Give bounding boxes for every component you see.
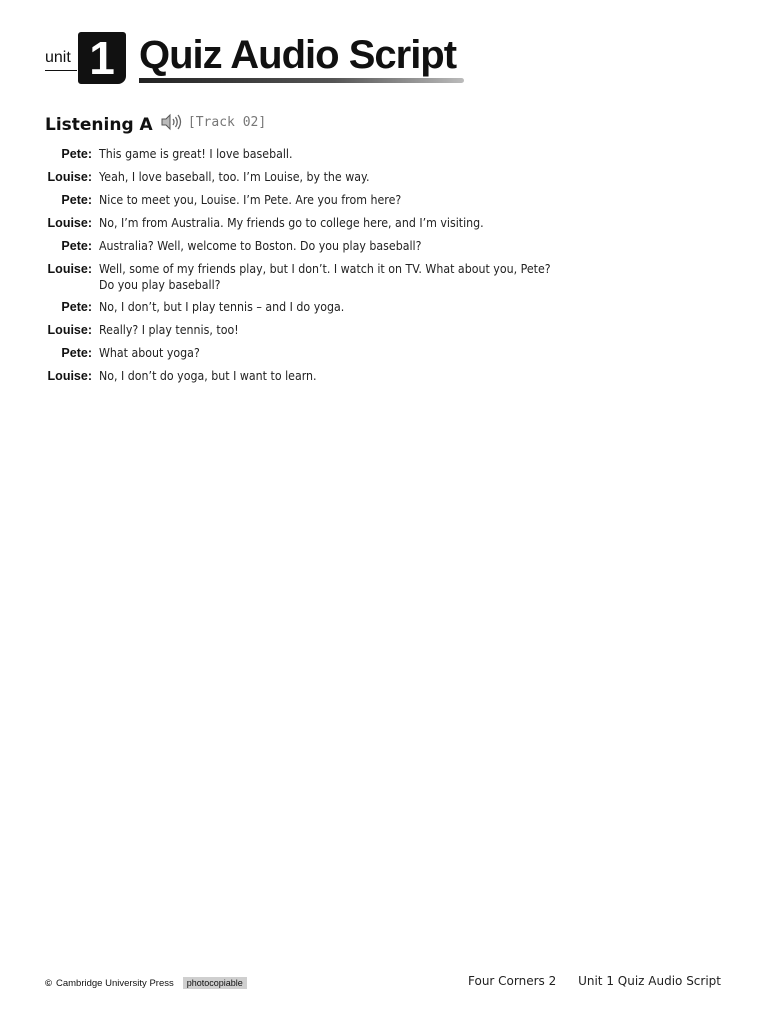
title-underline (139, 78, 464, 83)
dialogue-line (45, 238, 605, 255)
publisher-name: Cambridge University Press (56, 977, 174, 989)
speaker-name: Louise: (47, 262, 92, 276)
utterance-text: No, I don’t do yoga, but I want to learn. (99, 369, 317, 383)
utterance-text: Australia? Well, welcome to Boston. Do you play baseball? (99, 239, 422, 253)
photocopiable-badge: photocopiable (183, 977, 247, 989)
speaker-name: Pete: (61, 300, 92, 314)
speaker-name: Louise: (47, 369, 92, 383)
unit-number-badge: 1 (78, 32, 126, 84)
utterance-text: This game is great! I love baseball. (99, 147, 293, 161)
utterance-text: Well, some of my friends play, but I don’t. I watch it on TV. What about you, Pete? Do you play baseball? (99, 262, 551, 292)
speaker-name: Louise: (47, 216, 92, 230)
speaker-name: Pete: (61, 147, 92, 161)
copyright-icon: © (45, 977, 52, 989)
dialogue-line (45, 322, 605, 339)
dialogue-line (45, 169, 605, 186)
dialogue-line (45, 192, 605, 209)
speaker-name: Pete: (61, 239, 92, 253)
dialogue-line (45, 368, 605, 385)
speaker-name: Louise: (47, 323, 92, 337)
section-title: Listening A (45, 115, 153, 135)
dialogue-line (45, 345, 605, 362)
utterance-text: Nice to meet you, Louise. I’m Pete. Are you from here? (99, 193, 402, 207)
page-title: Quiz Audio Script (139, 33, 457, 77)
dialogue-line (45, 299, 605, 316)
dialogue (45, 146, 605, 391)
unit-label: unit (45, 48, 77, 71)
page-header (45, 30, 465, 86)
dialogue-line (45, 146, 605, 163)
speaker-icon (160, 113, 182, 131)
utterance-text: Really? I play tennis, too! (99, 323, 239, 337)
dialogue-line (45, 261, 605, 293)
footer-copyright (45, 976, 247, 990)
speaker-name: Louise: (47, 170, 92, 184)
utterance-text: No, I don’t, but I play tennis – and I do yoga. (99, 300, 345, 314)
footer-page-info (468, 974, 721, 988)
utterance-text: What about yoga? (99, 346, 200, 360)
dialogue-line (45, 215, 605, 232)
section-heading (45, 113, 266, 137)
utterance-text: No, I’m from Australia. My friends go to college here, and I’m visiting. (99, 216, 484, 230)
document-title: Unit 1 Quiz Audio Script (578, 974, 721, 988)
speaker-name: Pete: (61, 193, 92, 207)
speaker-name: Pete: (61, 346, 92, 360)
track-label: [Track 02] (187, 114, 267, 130)
utterance-text: Yeah, I love baseball, too. I’m Louise, by the way. (99, 170, 370, 184)
book-title: Four Corners 2 (468, 974, 557, 988)
